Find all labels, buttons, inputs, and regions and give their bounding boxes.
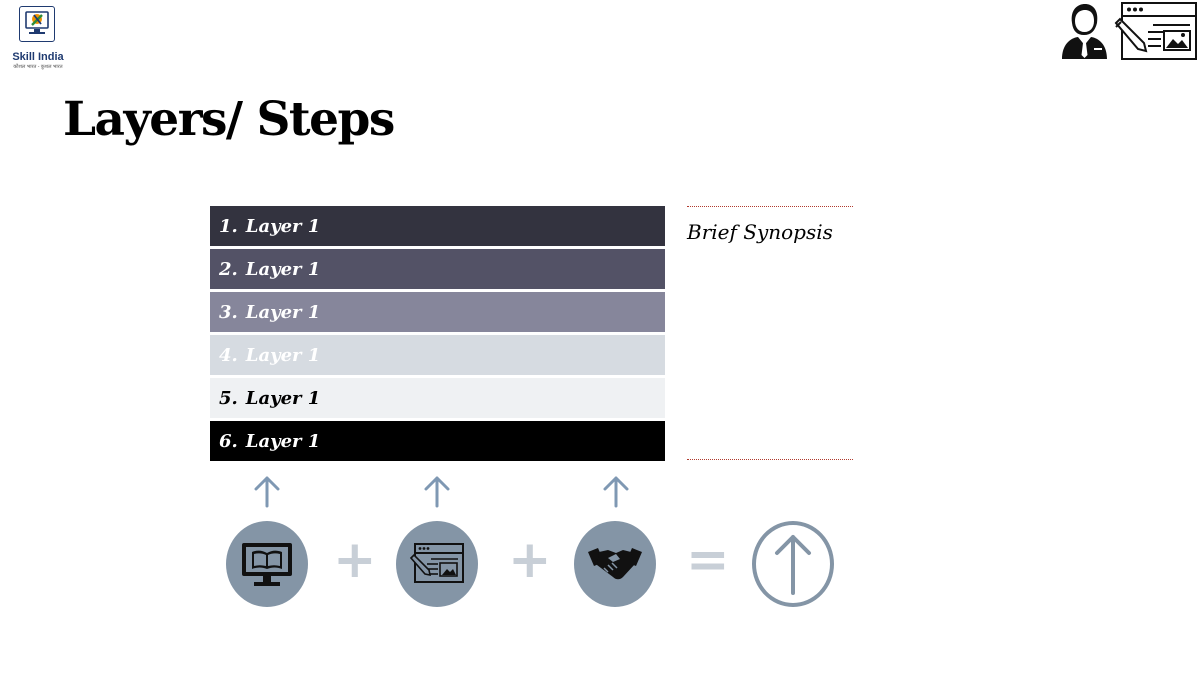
trainer-webpage-icon	[1058, 1, 1198, 61]
page-title: Layers/ Steps	[63, 92, 394, 147]
layer-row	[210, 206, 665, 246]
layer-number: 4.	[219, 344, 238, 366]
layer-row	[210, 335, 665, 375]
arrow-up-icon	[252, 474, 282, 508]
layer-number: 3.	[219, 301, 238, 323]
skill-india-emblem-icon	[19, 6, 55, 42]
arrow-up-icon	[601, 474, 631, 508]
plus-operator: +	[333, 530, 377, 590]
layer-label: Layer 1	[245, 215, 321, 237]
layers-stack	[210, 206, 665, 464]
layer-number: 2.	[219, 258, 238, 280]
layer-number: 6.	[219, 430, 238, 452]
skill-india-logo	[10, 6, 66, 72]
layer-row	[210, 378, 665, 418]
layer-number: 1.	[219, 215, 238, 237]
logo-name: Skill India	[12, 51, 64, 63]
corner-illustration	[1058, 1, 1198, 61]
monitor-book-icon	[226, 521, 308, 607]
arrow-up-icon	[422, 474, 452, 508]
equals-operator: =	[686, 530, 730, 590]
layer-row	[210, 421, 665, 461]
layer-label: Layer 1	[245, 344, 321, 366]
arrow-up-circle-icon	[752, 521, 834, 607]
layer-label: Layer 1	[245, 258, 321, 280]
plus-operator: +	[508, 530, 552, 590]
synopsis-text: Brief Synopsis	[687, 220, 833, 244]
layer-label: Layer 1	[245, 301, 321, 323]
layer-label: Layer 1	[245, 430, 321, 452]
layer-number: 5.	[219, 387, 238, 409]
logo-tagline: कौशल भारत - कुशल भारत	[13, 64, 63, 70]
layer-row	[210, 292, 665, 332]
layer-row	[210, 249, 665, 289]
synopsis-box	[687, 206, 853, 460]
handshake-icon	[574, 521, 656, 607]
webpage-icon	[396, 521, 478, 607]
layer-label: Layer 1	[245, 387, 321, 409]
